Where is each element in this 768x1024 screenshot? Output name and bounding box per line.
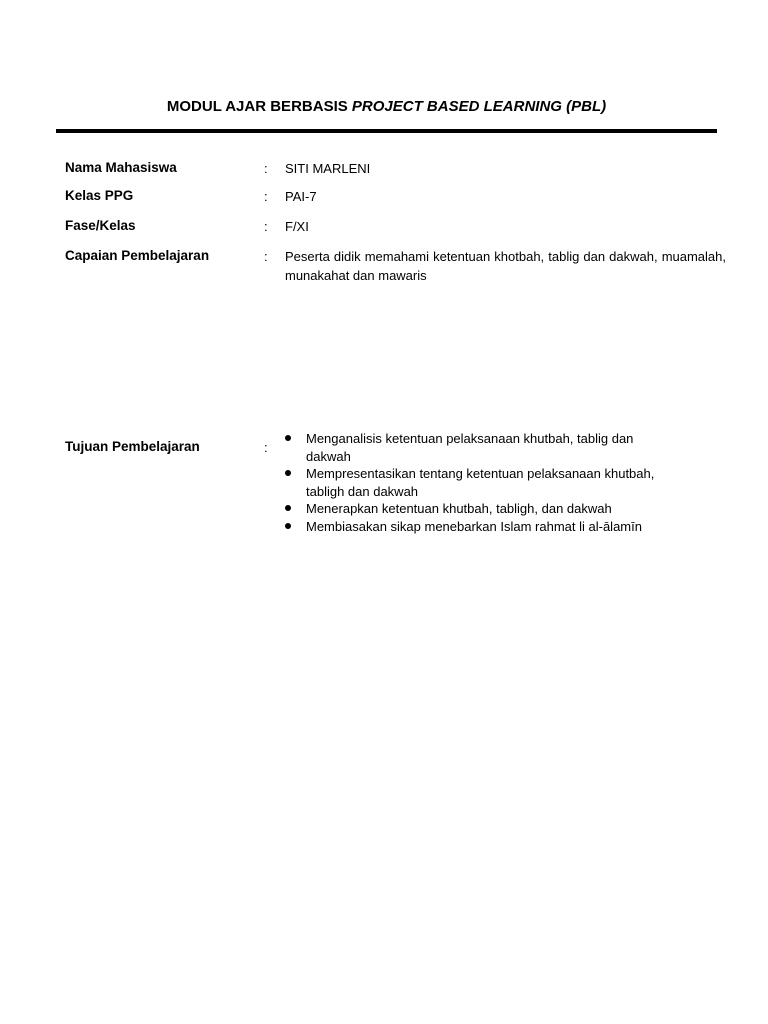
colon-fase-kelas: : <box>264 219 268 234</box>
title-italic: PROJECT BASED LEARNING (PBL) <box>351 98 607 115</box>
label-capaian-pembelajaran: Capaian Pembelajaran <box>65 248 210 263</box>
tujuan-item-text: Mempresentasikan tentang ketentuan pelaksanaan khutbah, tabligh dan dakwah <box>306 466 655 499</box>
bullet-icon <box>285 435 291 441</box>
bullet-icon <box>285 505 291 511</box>
colon-tujuan-pembelajaran: : <box>264 440 268 455</box>
colon-nama-mahasiswa: : <box>264 161 268 176</box>
label-nama-mahasiswa: Nama Mahasiswa <box>65 160 177 175</box>
list-item <box>285 430 670 465</box>
title-plain: MODUL AJAR BERBASIS <box>166 98 352 115</box>
tujuan-item-text: Membiasakan sikap menebarkan Islam rahmat li al-ālamīn <box>306 518 642 534</box>
label-fase-kelas: Fase/Kelas <box>65 218 136 233</box>
list-item <box>285 500 670 518</box>
label-tujuan-pembelajaran: Tujuan Pembelajaran <box>65 439 200 454</box>
tujuan-item-text: Menganalisis ketentuan pelaksanaan khutbah, tablig dan dakwah <box>306 431 634 464</box>
bullet-icon <box>285 470 291 476</box>
label-kelas-ppg: Kelas PPG <box>65 188 134 203</box>
value-capaian-pembelajaran: Peserta didik memahami ketentuan khotbah, tablig dan dakwah, muamalah, munakahat dan mawaris <box>285 249 726 283</box>
bullet-icon <box>285 523 291 529</box>
value-nama-mahasiswa: SITI MARLENI <box>285 161 371 176</box>
tujuan-item-text: Menerapkan ketentuan khutbah, tabligh, dan dakwah <box>306 501 612 516</box>
tujuan-list <box>285 430 670 535</box>
document-title <box>56 98 717 115</box>
value-fase-kelas: F/XI <box>285 219 309 234</box>
list-item <box>285 518 670 536</box>
title-divider <box>56 129 717 133</box>
value-kelas-ppg: PAI-7 <box>285 189 317 204</box>
colon-kelas-ppg: : <box>264 189 268 204</box>
colon-capaian-pembelajaran: : <box>264 249 268 264</box>
list-item <box>285 465 670 500</box>
